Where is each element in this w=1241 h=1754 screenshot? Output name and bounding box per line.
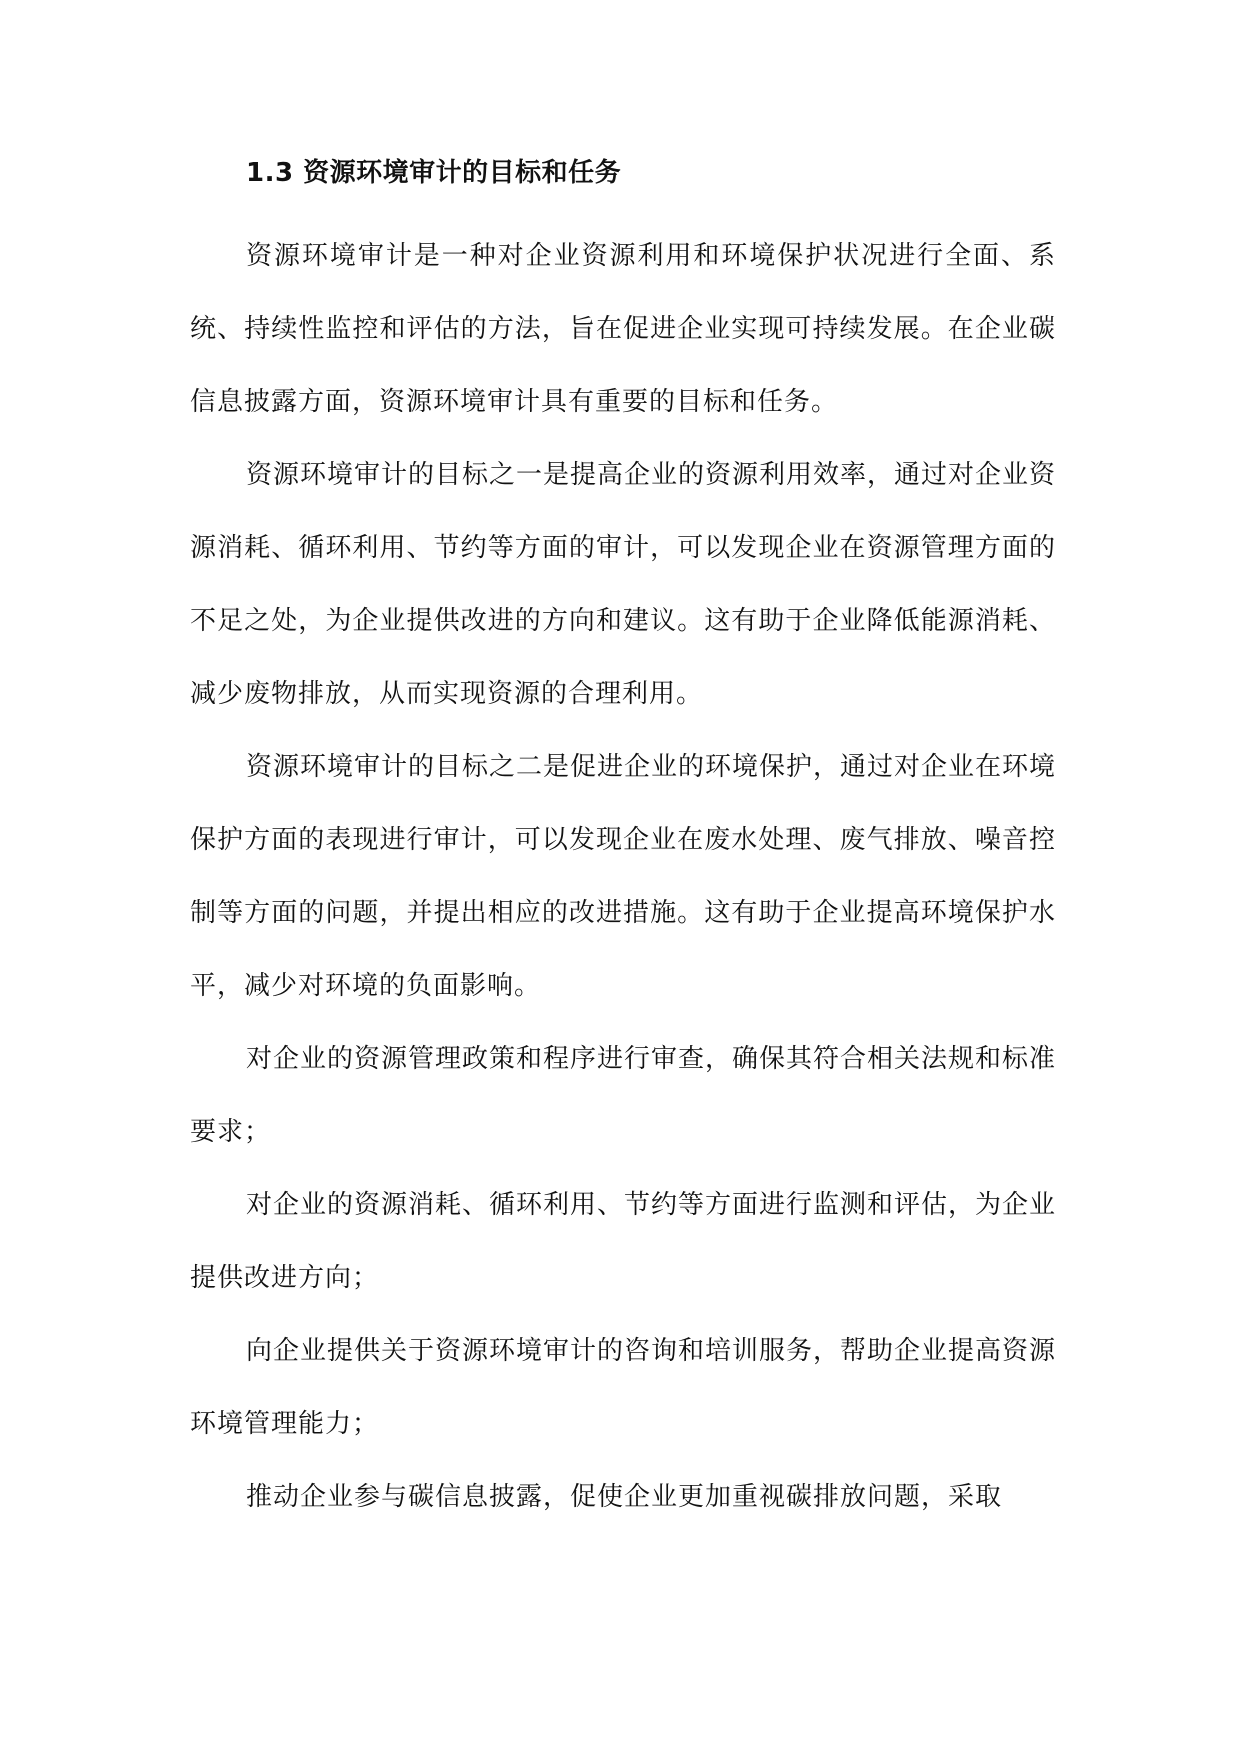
paragraph-task-consult: 向企业提供关于资源环境审计的咨询和培训服务，帮助企业提高资源环境管理能力； — [190, 1336, 1057, 1439]
paragraph-goal-two: 资源环境审计的目标之二是促进企业的环境保护，通过对企业在环境保护方面的表现进行审计，可以发现企业在废水处理、废气排放、噪音控制等方面的问题，并提出相应的改进措施。这有助于企业提高环境保护水平，减少对环境的负面影响。 — [190, 752, 1057, 1001]
paragraph-task-review: 对企业的资源管理政策和程序进行审查，确保其符合相关法规和标准要求； — [190, 1044, 1057, 1147]
paragraph-intro: 资源环境审计是一种对企业资源利用和环境保护状况进行全面、系统、持续性监控和评估的方法，旨在促进企业实现可持续发展。在企业碳信息披露方面，资源环境审计具有重要的目标和任务。 — [190, 241, 1056, 417]
paragraph-task-monitor: 对企业的资源消耗、循环利用、节约等方面进行监测和评估，为企业提供改进方向； — [190, 1190, 1057, 1293]
paragraph-task-disclosure: 推动企业参与碳信息披露，促使企业更加重视碳排放问题，采取 — [246, 1482, 1003, 1512]
section-heading: 1.3 资源环境审计的目标和任务 — [246, 158, 622, 188]
document-body — [190, 146, 1056, 1534]
paragraph-goal-one: 资源环境审计的目标之一是提高企业的资源利用效率，通过对企业资源消耗、循环利用、节约等方面的审计，可以发现企业在资源管理方面的不足之处，为企业提供改进的方向和建议。这有助于企业降低能源消耗、减少废物排放，从而实现资源的合理利用。 — [190, 460, 1057, 709]
